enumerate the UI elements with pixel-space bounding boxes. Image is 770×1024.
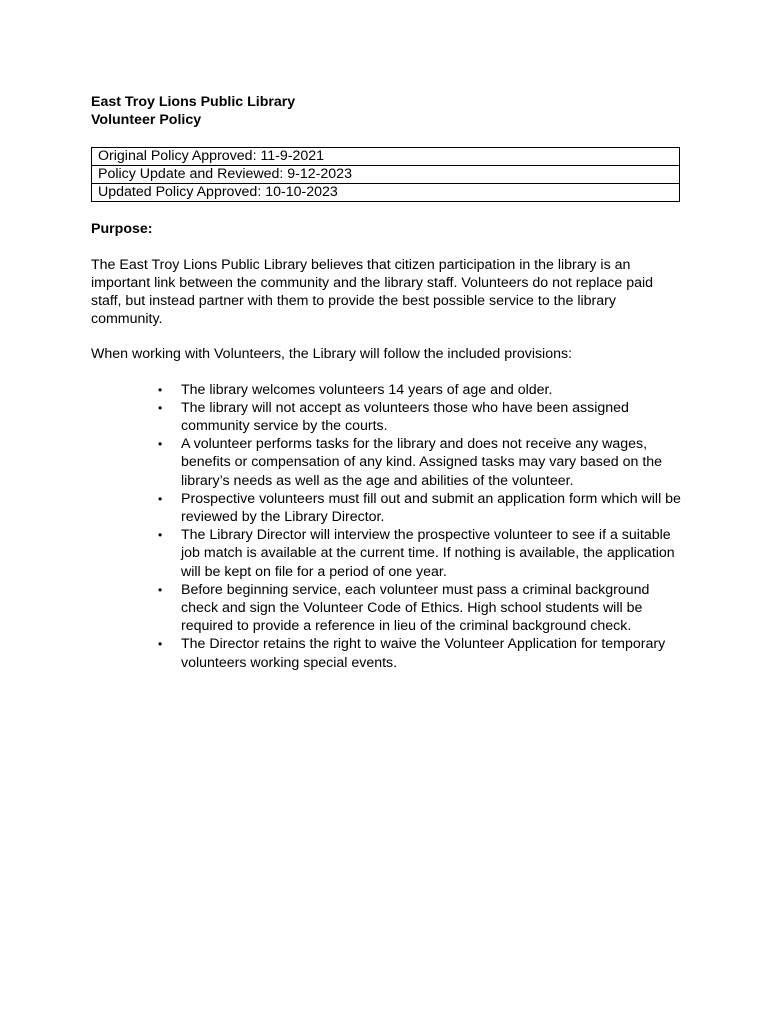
- history-updated-approved: Updated Policy Approved: 10-10-2023: [92, 184, 680, 202]
- provision-text: A volunteer performs tasks for the library and does not receive any wages, benefits or compensation of any kind. Assigned tasks may vary based on the library’s needs as well as the age and abilities of the volunteer.: [181, 436, 663, 489]
- table-row: [92, 166, 680, 184]
- history-update-reviewed: Policy Update and Reviewed: 9-12-2023: [92, 166, 680, 184]
- history-original-approved: Original Policy Approved: 11-9-2021: [92, 148, 680, 166]
- list-item: [158, 399, 683, 435]
- list-item: [158, 526, 683, 581]
- policy-history-table: [91, 147, 680, 202]
- bullet-icon: •: [158, 528, 163, 543]
- purpose-heading: Purpose:: [91, 221, 153, 238]
- provisions-list: [91, 381, 683, 672]
- document-subtitle: Volunteer Policy: [91, 112, 202, 129]
- document-title: East Troy Lions Public Library: [91, 94, 296, 110]
- bullet-icon: •: [158, 491, 163, 506]
- list-item: [158, 381, 683, 399]
- purpose-paragraph: The East Troy Lions Public Library believes that citizen participation in the library is an important link between the community and the library staff. Volunteers do not replace paid staff, but instead partner with them to provide the best possible service to the library community.: [91, 256, 654, 328]
- provision-text: The Library Director will interview the prospective volunteer to see if a suitable job match is available at the current time. If nothing is available, the application will be kept on file for a period of one year.: [181, 527, 675, 580]
- list-item: [158, 581, 683, 636]
- list-item: [158, 435, 683, 490]
- bullet-icon: •: [158, 637, 163, 652]
- provision-text: The library will not accept as volunteers those who have been assigned community service by the courts.: [181, 399, 629, 435]
- list-item: [158, 635, 683, 671]
- provision-text: The library welcomes volunteers 14 years of age and older.: [181, 381, 553, 398]
- table-row: [92, 148, 680, 166]
- provision-text: Before beginning service, each volunteer must pass a criminal background check and sign the Volunteer Code of Ethics. High school students will be required to provide a reference in lieu of the criminal background check.: [181, 581, 650, 635]
- provision-text: The Director retains the right to waive the Volunteer Application for temporary volunteers working special events.: [181, 636, 666, 671]
- list-item: [158, 490, 683, 526]
- bullet-icon: •: [158, 582, 163, 597]
- provisions-intro: When working with Volunteers, the Library will follow the included provisions:: [91, 346, 573, 363]
- table-row: [92, 184, 680, 202]
- provision-text: Prospective volunteers must fill out and submit an application form which will be reviewed by the Library Director.: [181, 490, 681, 526]
- bullet-icon: •: [158, 437, 163, 452]
- bullet-icon: •: [158, 400, 163, 415]
- bullet-icon: •: [158, 382, 163, 397]
- document-body: [91, 93, 683, 672]
